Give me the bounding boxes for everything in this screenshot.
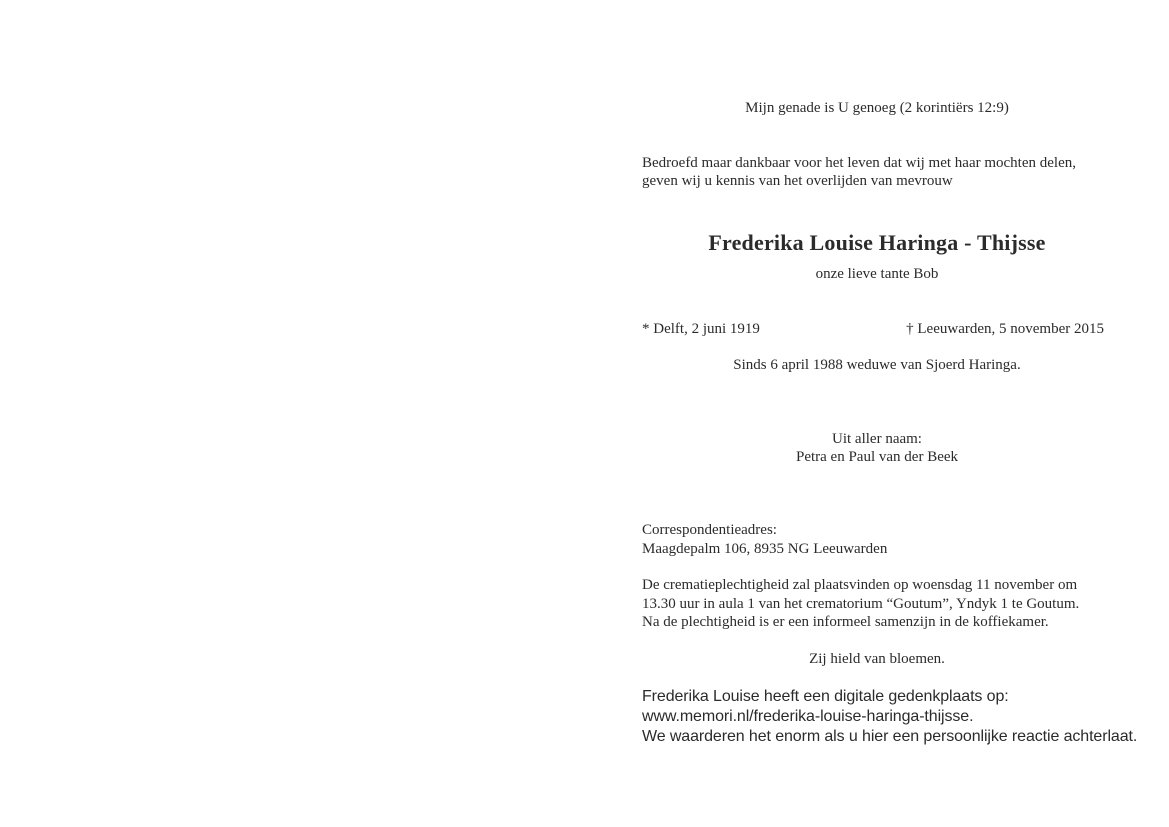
deceased-nickname: onze lieve tante Bob [815, 266, 939, 282]
intro-line-1: Bedroefd maar dankbaar voor het leven dat wij met haar mochten delen, [642, 155, 1076, 171]
birth-death-dates [642, 320, 1104, 339]
signature-names: Petra en Paul van der Beek [795, 449, 959, 465]
correspondence-address: Maagdepalm 106, 8935 NG Leeuwarden [642, 541, 888, 557]
obituary-page [642, 0, 1138, 827]
birth-date: * Delft, 2 juni 1919 [642, 321, 760, 337]
correspondence-label: Correspondentieadres: [642, 522, 777, 538]
death-date: † Leeuwarden, 5 november 2015 [906, 321, 1104, 337]
ceremony-line-3: Na de plechtigheid is er een informeel samenzijn in de koffiekamer. [642, 614, 1049, 630]
widow-note: Sinds 6 april 1988 weduwe van Sjoerd Haringa. [733, 357, 1021, 373]
deceased-name: Frederika Louise Haringa - Thijsse [708, 230, 1046, 255]
intro-line-2: geven wij u kennis van het overlijden van mevrouw [642, 173, 953, 189]
memorial-line-3: We waarderen het enorm als u hier een persoonlijke reactie achterlaat. [642, 728, 1138, 745]
memorial-line-1: Frederika Louise heeft een digitale gedenkplaats op: [642, 688, 1009, 705]
bible-verse: Mijn genade is U genoeg (2 korintiërs 12:9) [745, 100, 1009, 116]
flowers-note: Zij hield van bloemen. [809, 651, 945, 667]
signature-label: Uit aller naam: [832, 431, 922, 447]
ceremony-line-2: 13.30 uur in aula 1 van het crematorium “Goutum”, Yndyk 1 te Goutum. [642, 596, 1080, 612]
ceremony-line-1: De crematieplechtigheid zal plaatsvinden op woensdag 11 november om [642, 577, 1078, 593]
memorial-link: www.memori.nl/frederika-louise-haringa-thijsse. [642, 708, 974, 725]
